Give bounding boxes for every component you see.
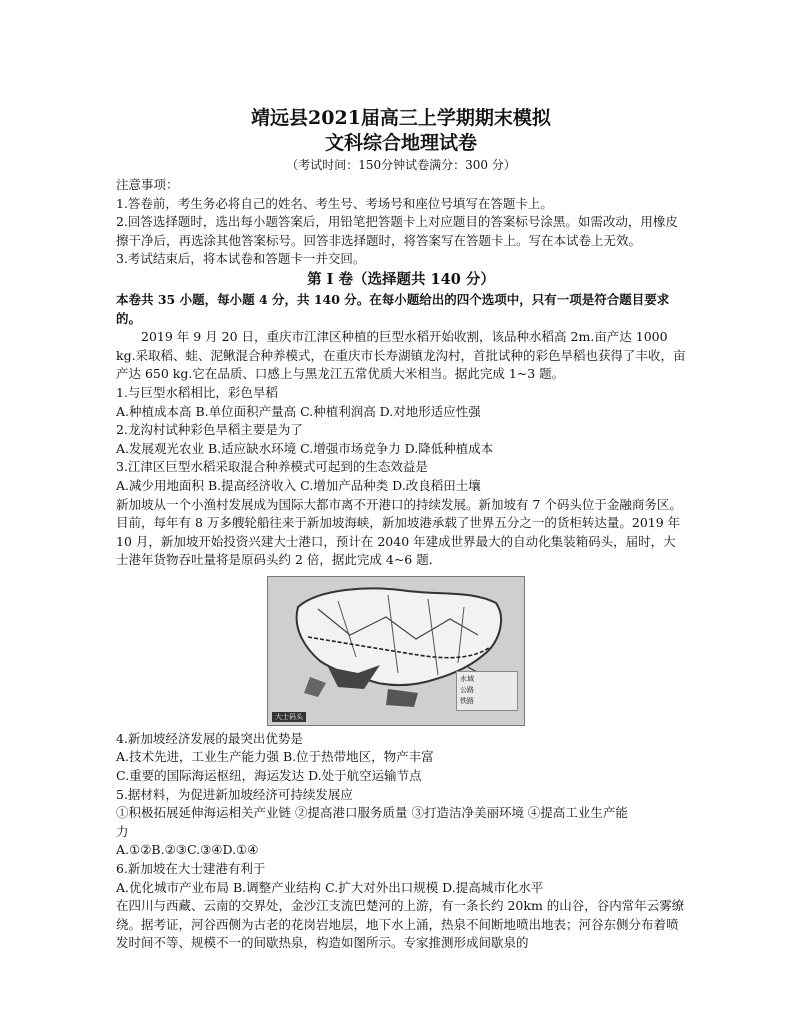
question-5-choices: ①积极拓展延伸海运相关产业链 ②提高港口服务质量 ③打造洁净美丽环境 ④提高工业生产能力	[116, 805, 628, 839]
question-1-options: A.种植成本高 B.单位面积产量高 C.种植利润高 D.对地形适应性强	[116, 403, 481, 419]
question-4-stem: 4.新加坡经济发展的最突出优势是	[116, 730, 303, 746]
question-5-stem: 5.据材料，为促进新加坡经济可持续发展应	[116, 786, 353, 802]
legend-road: 公路	[460, 685, 474, 694]
notes-heading: 注意事项：	[116, 177, 179, 192]
passage-3: 在四川与西藏、云南的交界处，金沙江支流巴楚河的上游，有一条长约 20km 的山谷，谷内常年云雾缭绕。据考证，河谷西侧为古老的花岗岩地层，地下水上涌，热泉不间断地喷出地表；河谷东侧分布着喷发时间不等、规模不一的间歇热泉，构造如图所示。专家推测形成间歇泉的	[116, 898, 685, 951]
question-4-options-ab: A.技术先进，工业生产能力强 B.位于热带地区，物产丰富	[116, 749, 434, 765]
map-label-tuas: 大士码头	[272, 712, 306, 722]
question-1-stem: 1.与巨型水稻相比，彩色旱稻	[116, 384, 278, 400]
singapore-map	[267, 576, 525, 726]
question-6-stem: 6.新加坡在大士建港有利于	[116, 861, 266, 877]
section-instruction: 本卷共 35 小题，每小题 4 分，共 140 分。在每小题给出的四个选项中，只有一项是符合题目要求的。	[116, 291, 670, 326]
question-3-options: A.减少用地面积 B.提高经济收入 C.增加产品种类 D.改良稻田土壤	[116, 477, 481, 493]
legend-water: 水域	[460, 674, 474, 683]
note-item-3: 3.考试结束后，将本试卷和答题卡一并交回。	[116, 251, 366, 267]
exam-title: 靖远县2021届高三上学期期末模拟	[251, 107, 551, 129]
passage-2: 新加坡从一个小渔村发展成为国际大都市离不开港口的持续发展。新加坡有 7 个码头位于金融商务区。目前，每年有 8 万多艘轮船往来于新加坡海峡，新加坡港承载了世界五分之一的货柜转达量。2019 年 10 月，新加坡开始投资兴建大士港口，预计在 2040 年建成世界最大的自动化集装箱码头，届时，大士港年货物吞吐量将是原码头约 2 倍，据此完成 4~6 题．	[116, 496, 682, 568]
section-heading: 第 I 卷（选择题共 140 分）	[307, 270, 495, 288]
question-3-stem: 3.江津区巨型水稻采取混合种养模式可起到的生态效益是	[116, 459, 428, 475]
note-item-1: 1.答卷前，考生务必将自己的姓名、考生号、考场号和座位号填写在答题卡上。	[116, 195, 553, 211]
question-4-options-cd: C.重要的国际海运枢纽，海运发达 D.处于航空运输节点	[116, 768, 422, 784]
question-2-stem: 2.龙沟村试种彩色旱稻主要是为了	[116, 422, 303, 438]
exam-info: （考试时间：150分钟试卷满分：300 分）	[286, 158, 516, 172]
question-5-options: A.①②B.②③C.③④D.①④	[116, 842, 259, 858]
note-item-2: 2.回答选择题时，选出每小题答案后，用铅笔把答题卡上对应题目的答案标号涂黑。如需改动，用橡皮擦干净后，再选涂其他答案标号。回答非选择题时，将答案写在答题卡上。写在本试卷上无效。	[116, 214, 678, 248]
legend-railway: 铁路	[460, 696, 474, 705]
question-2-options: A.发展观光农业 B.适应缺水环境 C.增强市场竞争力 D.降低种植成本	[116, 440, 494, 456]
passage-1: 2019 年 9 月 20 日，重庆市江津区种植的巨型水稻开始收割，该品种水稻高 2m.亩产达 1000 kg.采取稻、蛙、泥鳅混合种养模式，在重庆市长寿湖镇龙沟村，首批试种的彩色旱稻也获得了丰收，亩产达 650 kg.它在品质、口感上与黑龙江五常优质大米相当。据此完成 1~3 题。	[116, 329, 686, 382]
map-legend	[456, 671, 518, 711]
exam-page	[116, 100, 686, 953]
exam-subtitle: 文科综合地理试卷	[324, 132, 477, 154]
question-6-options: A.优化城市产业布局 B.调整产业结构 C.扩大对外出口规模 D.提高城市化水平	[116, 879, 544, 895]
